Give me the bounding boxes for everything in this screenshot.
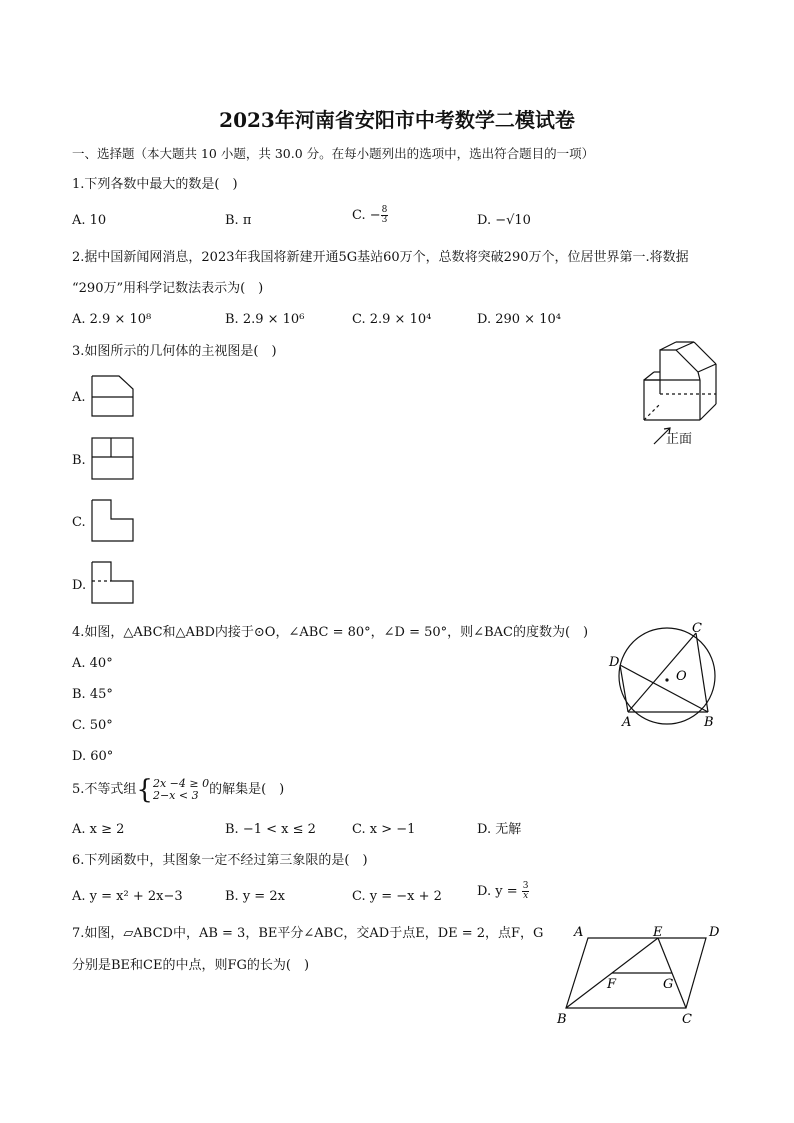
q1-option-c-prefix: C. − xyxy=(352,208,381,223)
q6-option-d[interactable] xyxy=(477,882,529,901)
q2-option-b[interactable]: B. 2.9 × 10⁶ xyxy=(225,312,305,327)
q4-stem: 4.如图，△ABC和△ABD内接于⊙O，∠ABC = 80°，∠D = 50°，则∠BAC的度数为( ) xyxy=(72,625,589,640)
q1-option-d[interactable]: D. −√10 xyxy=(477,213,531,228)
q1-c-numerator: 8 xyxy=(381,205,388,215)
q5-inequality-1: 2x −4 ≥ 0 xyxy=(152,777,210,790)
q6-option-d-prefix: D. y = xyxy=(477,884,522,899)
q2-option-c[interactable]: C. 2.9 × 10⁴ xyxy=(352,312,432,327)
q2-stem-line2: “290万”用科学记数法表示为( ) xyxy=(72,281,264,296)
q7-parallelogram-figure xyxy=(552,922,728,1030)
q4-option-a[interactable]: A. 40° xyxy=(72,656,113,671)
q4-center-dot xyxy=(665,678,668,681)
q7-label-f: F xyxy=(607,977,617,992)
page-title: 2023年河南省安阳市中考数学二模试卷 xyxy=(219,108,575,132)
q7-label-d: D xyxy=(709,925,720,940)
q5-option-a[interactable]: A. x ≥ 2 xyxy=(72,822,125,837)
q2-option-d[interactable]: D. 290 × 10⁴ xyxy=(477,312,561,327)
q6-d-denominator: x xyxy=(523,891,529,901)
q2-stem-line1: 2.据中国新闻网消息，2023年我国将新建开通5G基站60万个，总数将突破290万个，位居世界第一.将数据 xyxy=(72,250,689,265)
q3-option-d[interactable]: D. xyxy=(72,578,87,593)
q1-option-c-fraction xyxy=(381,206,389,225)
q3-option-c[interactable]: C. xyxy=(72,515,86,530)
q4-option-b[interactable]: B. 45° xyxy=(72,687,113,702)
q4-option-d[interactable]: D. 60° xyxy=(72,749,114,764)
q6-d-numerator: 3 xyxy=(522,881,529,891)
q1-option-b[interactable]: B. π xyxy=(225,213,252,228)
q5-brace: { xyxy=(136,775,153,805)
q6-stem: 6.下列函数中，其图象一定不经过第三象限的是( ) xyxy=(72,853,368,868)
q5-inequality-2: 2−x < 3 xyxy=(152,789,199,802)
q7-label-b: B xyxy=(557,1012,567,1027)
q3-option-d-figure[interactable] xyxy=(91,561,135,605)
q2-option-a[interactable]: A. 2.9 × 10⁸ xyxy=(72,312,152,327)
q5-system xyxy=(153,778,209,802)
q7-stem-line2: 分别是BE和CE的中点，则FG的长为( ) xyxy=(72,958,310,973)
q3-front-label: 正面 xyxy=(666,432,693,447)
q6-option-d-fraction xyxy=(522,882,530,901)
q7-label-g: G xyxy=(663,977,674,992)
q7-label-c: C xyxy=(682,1012,692,1027)
q5-stem-suffix: 的解集是( ) xyxy=(209,782,285,797)
section-header: 一、选择题（本大题共 10 小题，共 30.0 分。在每小题列出的选项中，选出符合题目的一项） xyxy=(72,146,595,161)
q4-label-o: O xyxy=(676,669,687,684)
q3-option-b[interactable]: B. xyxy=(72,453,86,468)
q6-option-a[interactable]: A. y = x² + 2x−3 xyxy=(72,889,183,904)
q3-option-a[interactable]: A. xyxy=(72,390,86,405)
q4-label-b: B xyxy=(704,715,714,730)
q3-option-c-figure[interactable] xyxy=(91,499,135,543)
q3-stem: 3.如图所示的几何体的主视图是( ) xyxy=(72,344,277,359)
q5-stem-prefix: 5.不等式组 xyxy=(72,782,137,797)
q3-option-a-figure[interactable] xyxy=(91,375,135,417)
q4-label-a: A xyxy=(622,715,632,730)
q1-stem: 1.下列各数中最大的数是( ) xyxy=(72,177,238,192)
q4-label-d: D xyxy=(609,655,620,670)
q5-stem xyxy=(72,775,285,805)
q1-c-denominator: 3 xyxy=(381,215,388,225)
q4-label-c: C xyxy=(692,621,702,636)
q1-option-c[interactable] xyxy=(352,206,388,225)
q6-option-b[interactable]: B. y = 2x xyxy=(225,889,285,904)
q7-label-e: E xyxy=(653,925,663,940)
q5-option-d[interactable]: D. 无解 xyxy=(477,822,522,837)
q6-option-c[interactable]: C. y = −x + 2 xyxy=(352,889,442,904)
q1-option-a[interactable]: A. 10 xyxy=(72,213,107,228)
q4-circle-figure xyxy=(606,622,732,732)
q4-option-c[interactable]: C. 50° xyxy=(72,718,113,733)
q5-option-b[interactable]: B. −1 < x ≤ 2 xyxy=(225,822,316,837)
q3-option-b-figure[interactable] xyxy=(91,437,135,481)
q5-option-c[interactable]: C. x > −1 xyxy=(352,822,416,837)
q7-stem-line1: 7.如图，▱ABCD中，AB = 3，BE平分∠ABC，交AD于点E，DE = 2，点F，G xyxy=(72,926,544,941)
q7-label-a: A xyxy=(574,925,584,940)
